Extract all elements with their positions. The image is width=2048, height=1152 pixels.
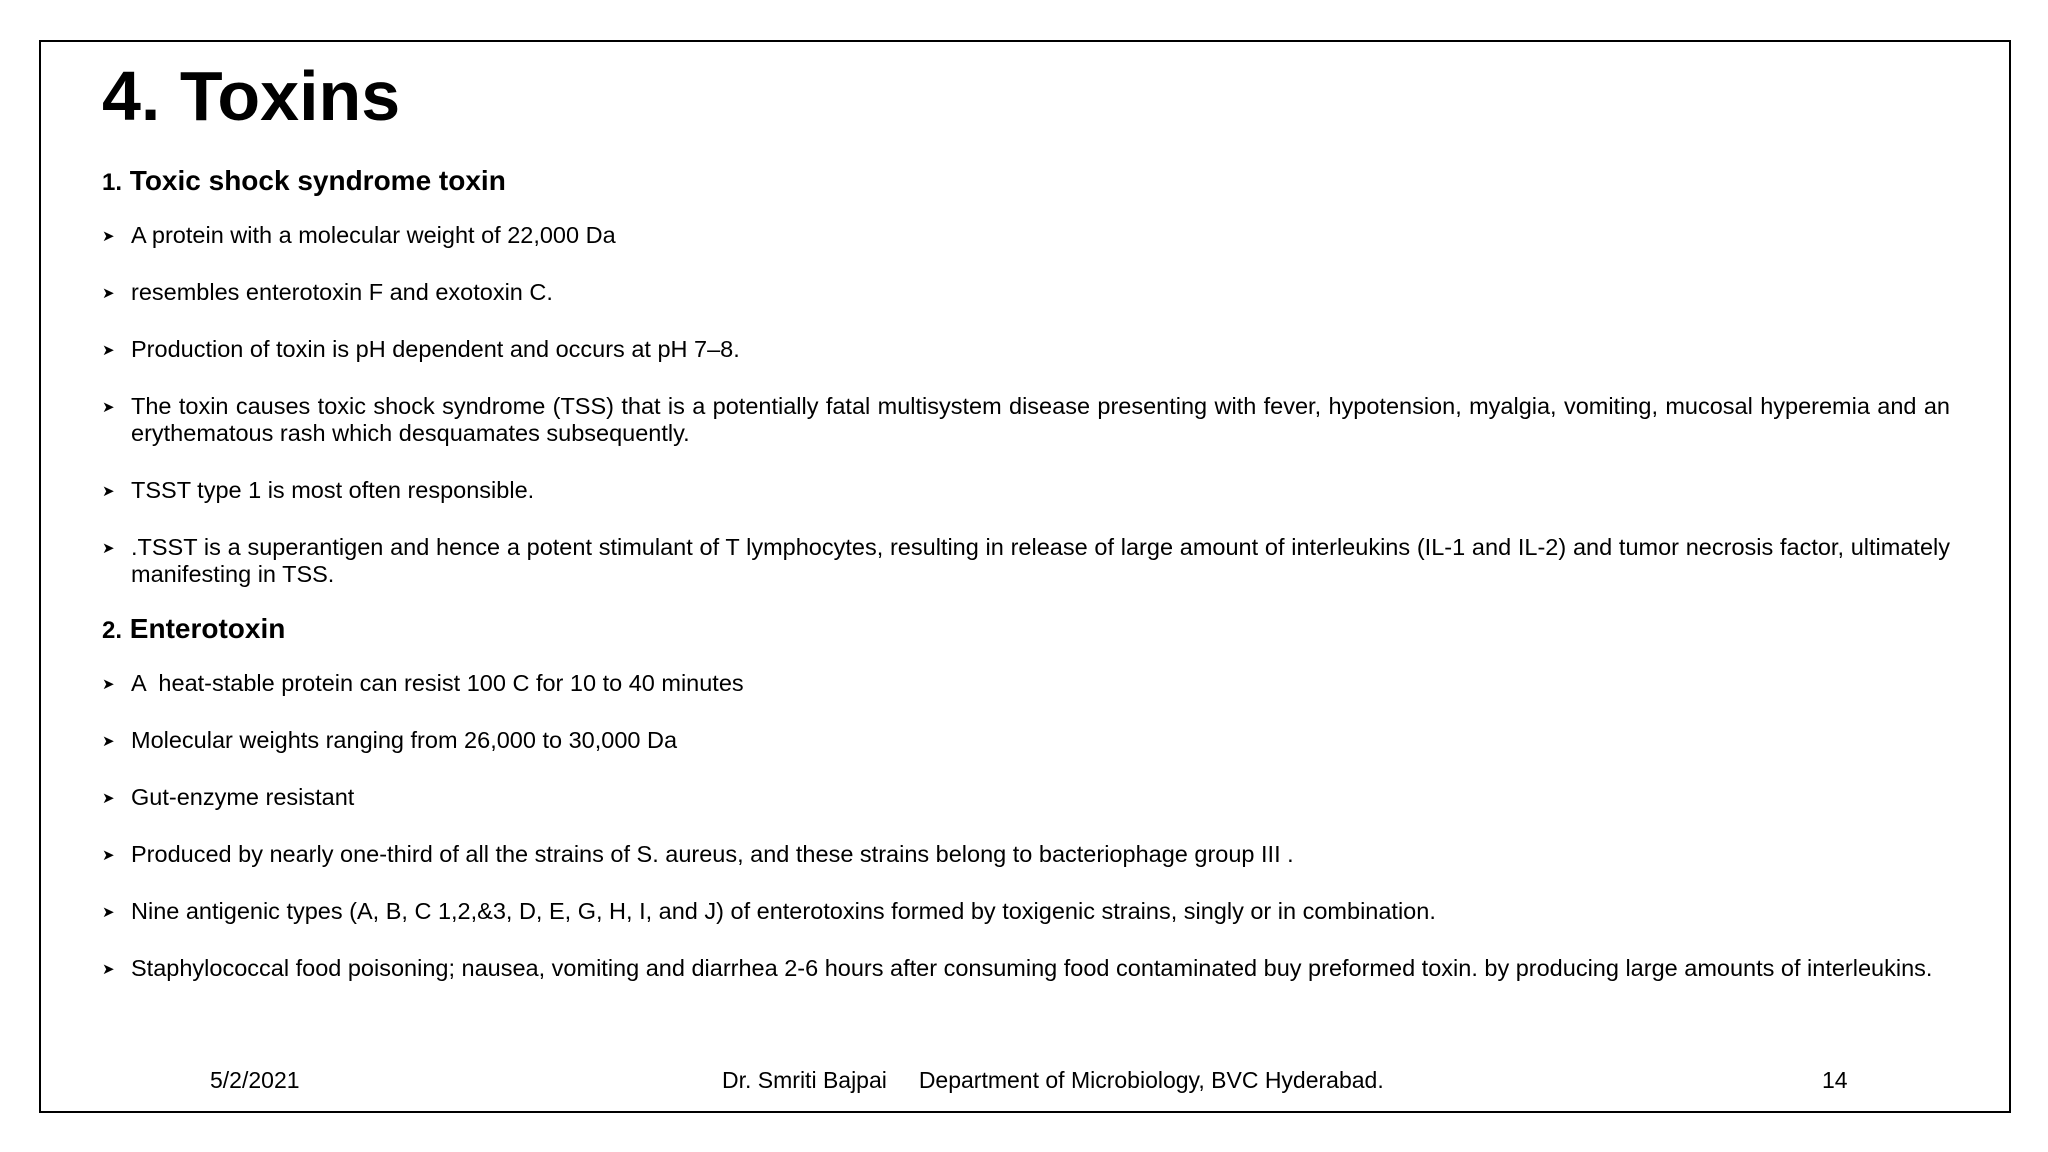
- arrowhead-bullet-icon: ➤: [102, 675, 115, 693]
- bullet-text: .TSST is a superantigen and hence a potent stimulant of T lymphocytes, resulting in release of large amount of interleukins (IL-1 and IL-2) and tumor necrosis factor, ultimately manifesting in TSS.: [131, 534, 1950, 587]
- list-item: [102, 898, 1950, 925]
- list-item: [102, 841, 1950, 868]
- list-item: [102, 336, 1950, 363]
- list-item: [102, 393, 1950, 447]
- arrowhead-bullet-icon: ➤: [102, 482, 115, 500]
- slide-title: 4. Toxins: [102, 57, 401, 135]
- bullet-text: The toxin causes toxic shock syndrome (TSS) that is a potentially fatal multisystem disease presenting with fever, hypotension, myalgia, vomiting, mucosal hyperemia and an erythematous rash which desquamates subsequently.: [131, 393, 1950, 446]
- arrowhead-bullet-icon: ➤: [102, 960, 115, 978]
- list-item: [102, 784, 1950, 811]
- bullet-list-enterotoxin: [102, 670, 1950, 982]
- arrowhead-bullet-icon: ➤: [102, 846, 115, 864]
- arrowhead-bullet-icon: ➤: [102, 284, 115, 302]
- section-heading-tsst: [102, 160, 1950, 204]
- bullet-text: resembles enterotoxin F and exotoxin C.: [131, 279, 553, 305]
- section-number: 1.: [102, 169, 123, 196]
- footer-date: 5/2/2021: [210, 1067, 300, 1093]
- list-item: [102, 222, 1950, 249]
- list-item: [102, 955, 1950, 982]
- section-heading-enterotoxin: [102, 608, 1950, 652]
- slide-content: [102, 160, 1950, 982]
- bullet-text: Nine antigenic types (A, B, C 1,2,&3, D, E, G, H, I, and J) of enterotoxins formed by toxigenic strains, singly or in combination.: [131, 898, 1436, 924]
- bullet-text: Staphylococcal food poisoning; nausea, vomiting and diarrhea 2-6 hours after consuming food contaminated buy preformed toxin. by producing large amounts of interleukins.: [131, 955, 1933, 981]
- list-item: [102, 279, 1950, 306]
- bullet-text: A protein with a molecular weight of 22,000 Da: [131, 222, 616, 248]
- arrowhead-bullet-icon: ➤: [102, 227, 115, 245]
- bullet-text: Production of toxin is pH dependent and occurs at pH 7–8.: [131, 336, 740, 362]
- list-item: [102, 727, 1950, 754]
- bullet-text: TSST type 1 is most often responsible.: [131, 477, 535, 503]
- bullet-list-tsst: [102, 222, 1950, 588]
- bullet-text: Produced by nearly one-third of all the strains of S. aureus, and these strains belong to bacteriophage group III .: [131, 841, 1294, 867]
- arrowhead-bullet-icon: ➤: [102, 789, 115, 807]
- list-item: [102, 477, 1950, 504]
- bullet-text: Gut-enzyme resistant: [131, 784, 355, 810]
- bullet-text: A heat-stable protein can resist 100 C for 10 to 40 minutes: [131, 670, 744, 696]
- arrowhead-bullet-icon: ➤: [102, 341, 115, 359]
- section-title: Enterotoxin: [129, 613, 286, 644]
- section-title: Toxic shock syndrome toxin: [129, 165, 506, 196]
- section-number: 2.: [102, 617, 123, 644]
- footer-author-department: Dr. Smriti Bajpai Department of Microbiology, BVC Hyderabad.: [722, 1067, 1384, 1093]
- arrowhead-bullet-icon: ➤: [102, 539, 115, 557]
- arrowhead-bullet-icon: ➤: [102, 732, 115, 750]
- list-item: [102, 670, 1950, 697]
- list-item: [102, 534, 1950, 588]
- footer-page-number: 14: [1822, 1067, 1848, 1093]
- arrowhead-bullet-icon: ➤: [102, 398, 115, 416]
- bullet-text: Molecular weights ranging from 26,000 to 30,000 Da: [131, 727, 678, 753]
- arrowhead-bullet-icon: ➤: [102, 903, 115, 921]
